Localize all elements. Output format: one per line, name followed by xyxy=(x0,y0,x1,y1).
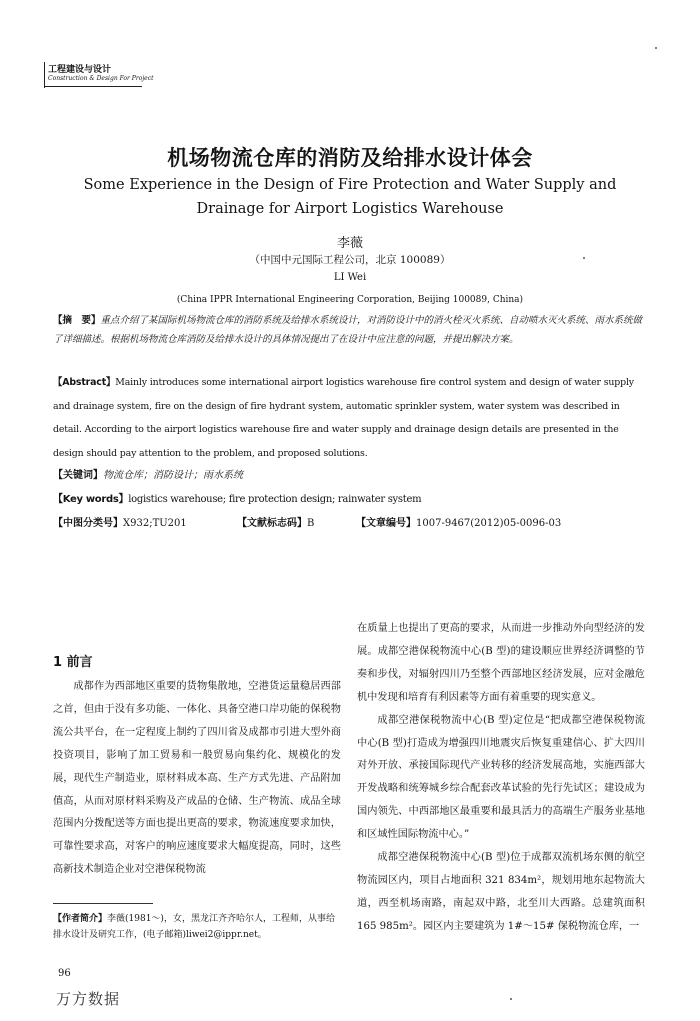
footnote-rule xyxy=(53,903,153,904)
abstract-zh xyxy=(53,311,645,349)
author-name-zh: 李薇 xyxy=(336,236,363,251)
article-number xyxy=(356,514,561,529)
keywords-en-label: 【Key words】 xyxy=(53,494,129,505)
intro-paragraph-3: 成都空港保税物流中心(B 型)位于成都双流机场东侧的航空物流园区内，项目占地面积 321 834m²，规划用地东起物流大道，西至机场南路，南起双中路，北至川大西路。总建筑面积 165 985m²。园区内主要建筑为 1#～15# 保税物流仓库，一 xyxy=(357,852,645,932)
intro-paragraph-2: 成都空港保税物流中心(B 型)定位是“把成都空港保税物流中心(B 型)打造成为增强四川地震灾后恢复重建信心、扩大四川对外开放、承接国际现代产业转移的经济发展高地，实施西部大开发战略和统筹城乡综合配套改革试验的先行先试区；建设成为国内领先、中西部地区最重要和最具活力的高端生产服务业基地和区域性国际物流中心。” xyxy=(357,714,645,841)
abstract-zh-label: 【摘 要】 xyxy=(53,315,101,326)
article-number-label: 【文章编号】 xyxy=(356,518,416,529)
section-heading-intro: 1 前言 xyxy=(53,655,93,670)
abstract-zh-text: 重点介绍了某国际机场物流仓库的消防系统及给排水系统设计，对消防设计中的消火栓灭火系统、自动喷水灭火系统、雨水系统做了详细描述。根据机场物流仓库消防及给排水设计的具体情况提出了在设计中应注意的问题，并提出解决方案。 xyxy=(53,315,643,345)
keywords-en-text: logistics warehouse; fire protection design; rainwater system xyxy=(128,494,422,505)
article-number-value: 1007-9467(2012)05-0096-03 xyxy=(416,518,562,529)
abstract-en xyxy=(53,371,645,465)
journal-title-zh: 工程建设与设计 xyxy=(48,65,112,75)
abstract-en-label: 【Abstract】 xyxy=(53,377,116,388)
scan-speck xyxy=(655,47,657,49)
keywords-zh xyxy=(53,466,243,481)
clc-number xyxy=(53,514,187,529)
footnote-label: 【作者简介】 xyxy=(53,914,108,924)
header-rule-vertical xyxy=(44,62,45,88)
intro-paragraph-1-continued: 在质量上也提出了更高的要求，从而进一步推动外向型经济的发展。成都空港保税物流中心(B 型)的建设顺应世界经济调整的节奏和步伐，对辐射四川乃至整个西部地区经济发展，应对金融危机中发现和培育有利因素等方面有着重要的现实意义。 xyxy=(357,623,645,703)
document-code xyxy=(237,514,314,529)
body-column-left xyxy=(53,676,341,882)
paper-title-zh: 机场物流仓库的消防及给排水设计体会 xyxy=(167,146,533,170)
scan-speck xyxy=(510,998,512,1000)
author-affiliation-en: (China IPPR International Engineering Corporation, Beijing 100089, China) xyxy=(176,295,524,305)
watermark: 万方数据 xyxy=(56,990,121,1008)
header-rule-horizontal xyxy=(44,86,142,87)
clc-value: X932;TU201 xyxy=(123,518,187,529)
intro-paragraph-1: 成都作为西部地区重要的货物集散地，空港货运量稳居西部之首，但由于没有多功能、一体化、具备空港口岸功能的保税物流公共平台，在一定程度上制约了四川省及成都市引进大型外商投资项目，影响了加工贸易和一般贸易向集约化、规模化的发展，现代生产制造业，原材料成本高、生产方式先进、产品附加值高，从而对原材料采购及产成品的仓储、生产物流、成品全球范围内分拨配送等方面也提出更高的要求，物流速度要求加快，可靠性要求高，对客户的响应速度要求大幅度提高，同时，这些高新技术制造企业对空港保税物流 xyxy=(53,681,341,876)
footnote-text: 李薇(1981～)，女，黑龙江齐齐哈尔人，工程师，从事给排水设计及研究工作，(电子邮箱)liwei2@ippr.net。 xyxy=(53,914,335,940)
keywords-zh-text: 物流仓库；消防设计；雨水系统 xyxy=(103,470,243,481)
paper-title-en: Some Experience in the Design of Fire Protection and Water Supply and Drainage for Airport Logistics Warehouse xyxy=(83,177,617,217)
keywords-en xyxy=(53,490,421,505)
keywords-zh-label: 【关键词】 xyxy=(53,470,103,481)
doc-code-label: 【文献标志码】 xyxy=(237,518,307,529)
author-name-en: LI Wei xyxy=(333,272,367,283)
author-footnote xyxy=(53,911,341,943)
abstract-en-text: Mainly introduces some international airport logistics warehouse fire control system and design of water supply and drainage system, fire on the design of fire hydrant system, automatic sprinkler system, water system was described in detail. According to the airport logistics warehouse fire and water supply and drainage design details are presented in the design should pay attention to the problem, and proposed solutions. xyxy=(53,377,634,459)
body-column-right xyxy=(357,618,645,939)
clc-label: 【中图分类号】 xyxy=(53,518,123,529)
page-number: 96 xyxy=(58,968,71,979)
doc-code-value: B xyxy=(307,518,315,529)
journal-title-en: Construction & Design For Project xyxy=(48,75,154,82)
author-affiliation-zh: （中国中元国际工程公司，北京 100089） xyxy=(249,254,451,266)
scan-speck xyxy=(583,257,585,259)
